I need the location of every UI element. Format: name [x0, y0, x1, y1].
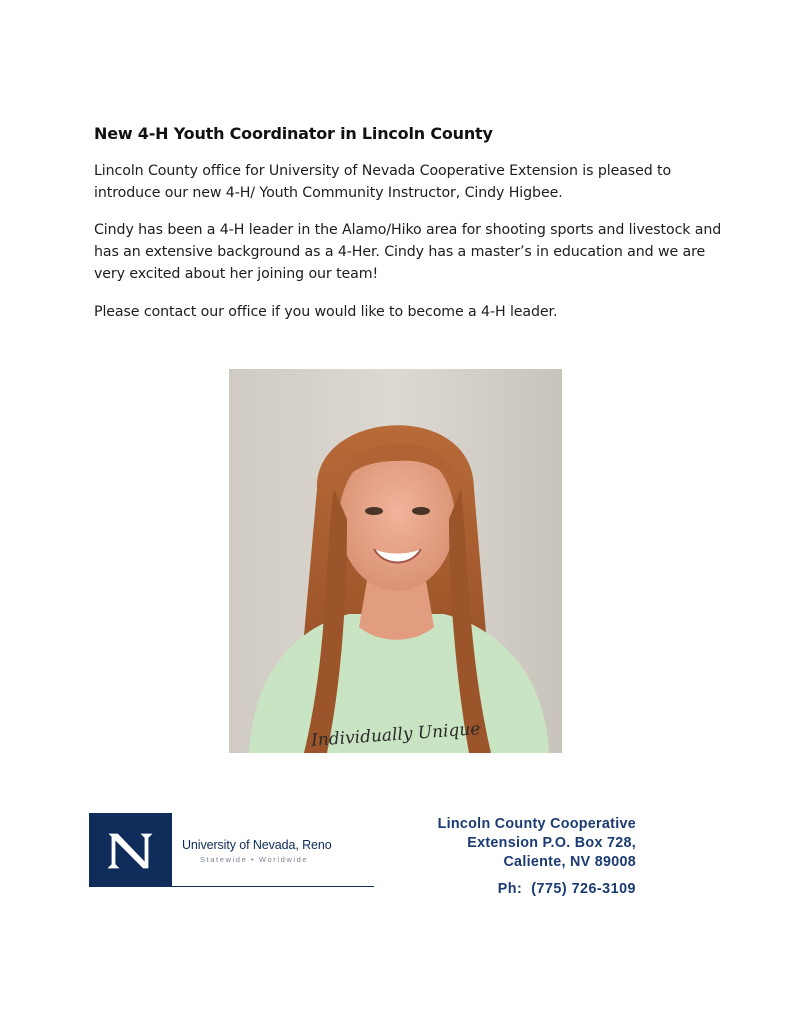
- office-address: [438, 815, 636, 872]
- logo-underline: [172, 886, 374, 887]
- address-line: Caliente, NV 89008: [503, 854, 636, 870]
- office-phone: Ph: (775) 726-3109: [497, 881, 636, 897]
- article-title: New 4-H Youth Coordinator in Lincoln County: [94, 124, 493, 143]
- background-paragraph: Cindy has been a 4-H leader in the Alamo/Hiko area for shooting sports and livestock and has an extensive background as a 4-Her. Cindy has a master’s in education and we are very excited about her joining our team!: [94, 222, 722, 282]
- university-name: University of Nevada, Reno: [182, 838, 332, 852]
- contact-paragraph: Please contact our office if you would like to become a 4-H leader.: [94, 304, 558, 320]
- shirt-text: Individually Unique: [310, 719, 481, 751]
- n-logo-icon: [89, 813, 172, 887]
- address-line: Extension P.O. Box 728,: [467, 835, 636, 851]
- coordinator-photo: [229, 369, 562, 753]
- university-logo-mark: [89, 813, 172, 887]
- university-tagline: Statewide • Worldwide: [200, 855, 309, 864]
- intro-paragraph: Lincoln County office for University of Nevada Cooperative Extension is pleased to introduce our new 4-H/ Youth Community Instructor, Cindy Higbee.: [94, 163, 672, 201]
- address-line: Lincoln County Cooperative: [437, 816, 636, 832]
